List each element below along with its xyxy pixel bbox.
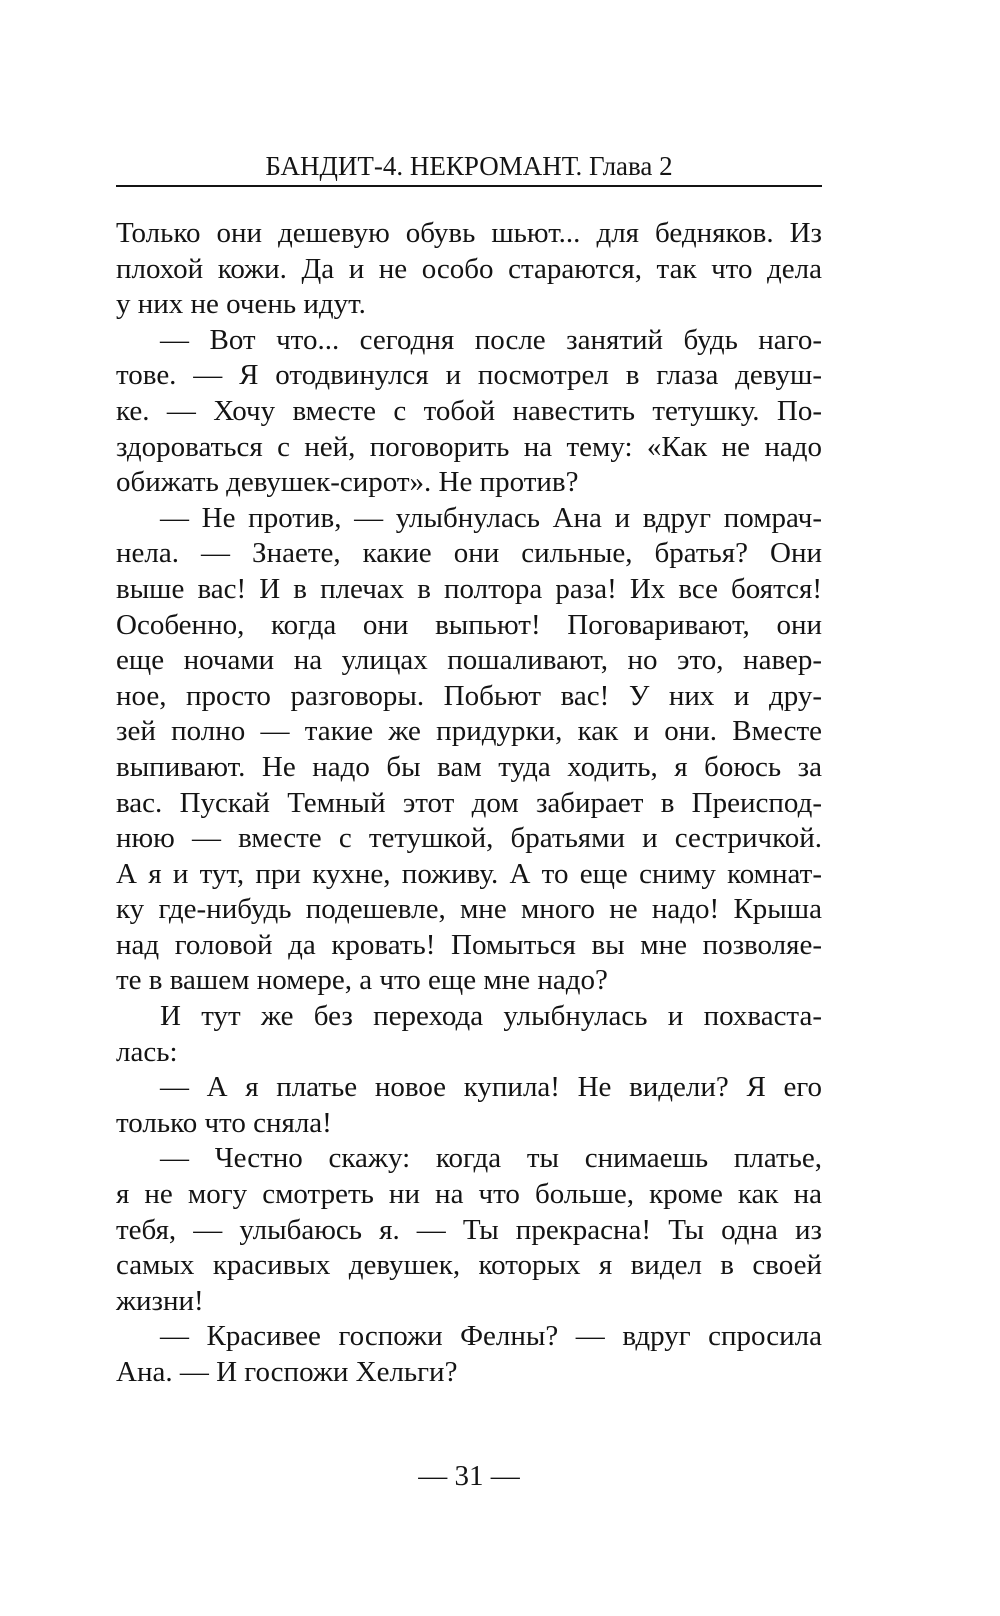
- text-line: я не могу смотреть ни на что больше, кроме как на: [116, 1178, 822, 1211]
- text-line: те в вашем номере, а что еще мне надо?: [116, 964, 608, 997]
- text-line: — Вот что... сегодня после занятий будь наго-: [160, 323, 822, 356]
- text-line: обижать девушек-сирот». Не против?: [116, 466, 579, 499]
- page-number: — 31 —: [418, 1460, 520, 1492]
- text-line: нела. — Знаете, какие они сильные, братья? Они: [116, 537, 822, 570]
- text-line: тове. — Я отодвинулся и посмотрел в глаза девуш-: [116, 359, 822, 392]
- running-title: БАНДИТ-4. НЕКРОМАНТ. Глава 2: [265, 151, 673, 181]
- text-line: выше вас! И в плечах в полтора раза! Их все боятся!: [116, 572, 822, 605]
- text-line: еще ночами на улицах пошаливают, но это, навер-: [116, 644, 822, 677]
- text-line: только что сняла!: [116, 1106, 332, 1139]
- text-line: ку где-нибудь подешевле, мне много не надо! Крыша: [116, 893, 822, 926]
- body-text: [116, 216, 822, 1391]
- text-line: плохой кожи. Да и не особо стараются, так что дела: [116, 252, 822, 285]
- text-line: выпивают. Не надо бы вам туда ходить, я боюсь за: [116, 750, 822, 783]
- text-line: А я и тут, при кухне, поживу. А то еще сниму комнат-: [116, 857, 822, 890]
- text-line: лась:: [116, 1035, 178, 1068]
- text-line: нюю — вместе с тетушкой, братьями и сестричкой.: [116, 822, 822, 855]
- text-line: ное, просто разговоры. Побьют вас! У них и дру-: [116, 679, 822, 712]
- text-line: над головой да кровать! Помыться вы мне позволяе-: [116, 928, 822, 961]
- text-line: ке. — Хочу вместе с тобой навестить тетушку. По-: [116, 394, 822, 427]
- text-line: тебя, — улыбаюсь я. — Ты прекрасна! Ты одна из: [116, 1213, 822, 1246]
- text-line: Особенно, когда они выпьют! Поговаривают, они: [116, 608, 822, 641]
- text-line: — Честно скажу: когда ты снимаешь платье,: [160, 1142, 822, 1175]
- text-line: здороваться с ней, поговорить на тему: «Как не надо: [116, 430, 822, 463]
- text-line: — Не против, — улыбнулась Ана и вдруг помрач-: [160, 501, 822, 534]
- text-line: зей полно — такие же придурки, как и они. Вместе: [116, 715, 822, 748]
- text-line: — А я платье новое купила! Не видели? Я его: [160, 1071, 822, 1104]
- text-line: у них не очень идут.: [116, 288, 366, 321]
- text-line: самых красивых девушек, которых я видел в своей: [116, 1249, 822, 1282]
- text-line: вас. Пускай Темный этот дом забирает в Преиспод-: [116, 786, 822, 819]
- text-line: жизни!: [116, 1284, 204, 1317]
- text-line: — Красивее госпожи Фелны? — вдруг спросила: [160, 1320, 822, 1353]
- header-rule: [116, 185, 822, 187]
- text-line: И тут же без перехода улыбнулась и похваста-: [160, 1000, 822, 1033]
- text-line: Только они дешевую обувь шьют... для бедняков. Из: [116, 217, 822, 249]
- text-line: Ана. — И госпожи Хельги?: [116, 1356, 458, 1388]
